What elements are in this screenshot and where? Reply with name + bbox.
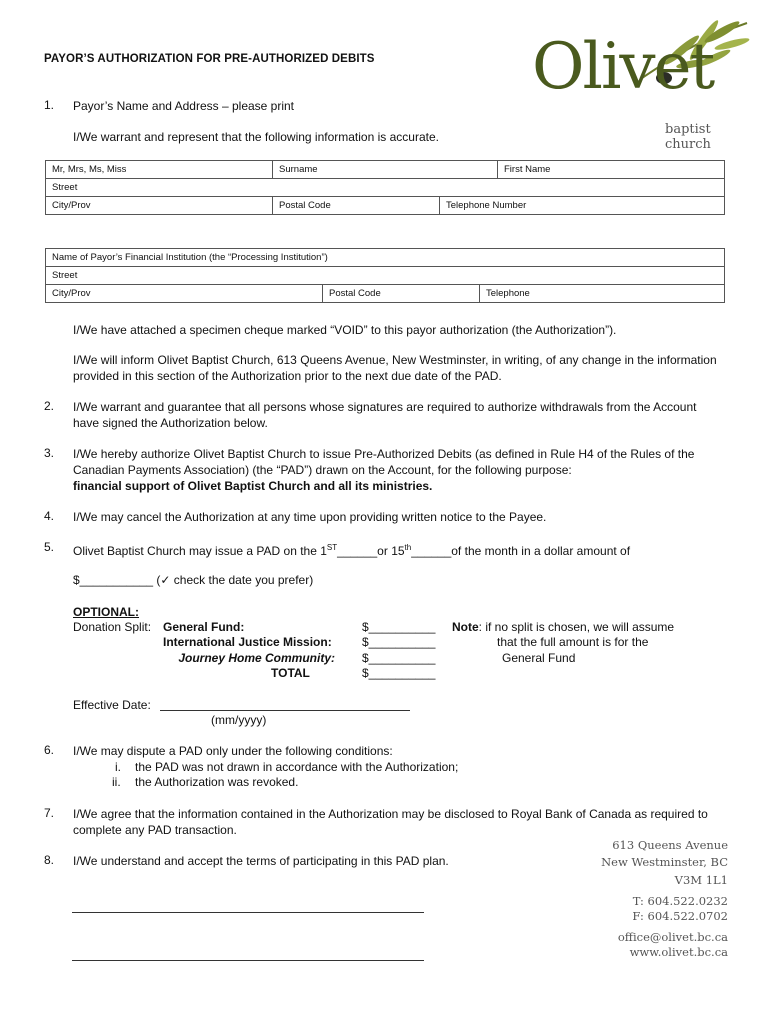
item-8-text: I/We understand and accept the terms of participating in this PAD plan. (73, 854, 449, 868)
note-text-1: : if no split is chosen, we will assume (478, 620, 675, 634)
journey-home-label (161, 650, 335, 666)
item-5-part-b: ______or 15 (337, 544, 405, 558)
item-5-part-c: ______of the month in a dollar amount of (411, 544, 631, 558)
item-4-number: 4. (44, 509, 55, 523)
split-note-line-1 (452, 619, 674, 635)
date-format-hint: (mm/yyyy) (211, 713, 267, 727)
address-website[interactable]: www.olivet.bc.ca (629, 945, 728, 959)
condition-ii-number: ii. (112, 775, 121, 789)
condition-ii-text: the Authorization was revoked. (135, 775, 299, 789)
ijm-amount[interactable]: $__________ (362, 635, 436, 649)
optional-heading: OPTIONAL: (73, 605, 139, 619)
item-5-number: 5. (44, 540, 55, 554)
signature-line-2[interactable] (72, 960, 424, 961)
total-label: TOTAL (271, 666, 310, 680)
address-phone: T: 604.522.0232 (632, 894, 728, 908)
bank-postal-field[interactable]: Postal Code (323, 285, 480, 303)
amount-check-line[interactable]: $___________ (✓ check the date you prefer) (73, 573, 314, 587)
split-note-line-2: that the full amount is for the (497, 635, 649, 649)
surname-field[interactable]: Surname (273, 161, 498, 179)
item-5-text (73, 540, 723, 559)
item-2-number: 2. (44, 399, 55, 413)
church-address (601, 838, 728, 960)
donation-split-prefix: Donation Split: (73, 620, 152, 634)
address-postal: V3M 1L1 (674, 873, 728, 887)
address-fax: F: 604.522.0702 (632, 909, 728, 923)
ijm-label: International Justice Mission: (163, 635, 332, 649)
telephone-field[interactable]: Telephone Number (440, 197, 725, 215)
warrant-text: I/We warrant and represent that the following information is accurate. (73, 130, 439, 144)
logo-subtitle: baptist church (665, 122, 711, 152)
effective-date-line[interactable] (160, 710, 410, 711)
institution-name-field[interactable]: Name of Payor’s Financial Institution (the “Processing Institution”) (46, 249, 725, 267)
item-6-number: 6. (44, 743, 55, 757)
general-fund-label: General Fund: (163, 620, 245, 634)
address-email[interactable]: office@olivet.bc.ca (617, 930, 728, 944)
condition-i-number: i. (115, 760, 121, 774)
item-2-text: I/We warrant and guarantee that all persons whose signatures are required to authorize withdrawals from the Account have signed the Authorization below. (73, 400, 697, 430)
olivet-logo (532, 18, 752, 152)
item-5-sup-2: th (404, 543, 412, 552)
journey-home-amount[interactable]: $__________ (362, 651, 436, 665)
item-6-text: I/We may dispute a PAD only under the following conditions: (73, 744, 393, 758)
cheque-text: I/We have attached a specimen cheque marked “VOID” to this payor authorization (the Authorization”). (73, 323, 617, 337)
item-3-text: I/We hereby authorize Olivet Baptist Church to issue Pre-Authorized Debits (as defined in Rule H4 of the Rules of the Canadian Payments Association) (the “PAD”) drawn on the Account, for the following purpose: (73, 447, 695, 477)
signature-line-1[interactable] (72, 912, 424, 913)
postal-code-field[interactable]: Postal Code (273, 197, 440, 215)
address-street: 613 Queens Avenue (612, 838, 728, 852)
condition-i-text: the PAD was not drawn in accordance with the Authorization; (135, 760, 459, 774)
document-title: PAYOR’S AUTHORIZATION FOR PRE-AUTHORIZED DEBITS (44, 53, 375, 65)
item-1-text: Payor’s Name and Address – please print (73, 99, 295, 113)
bank-city-field[interactable]: City/Prov (46, 285, 323, 303)
note-label: Note (452, 620, 479, 634)
logo-wordmark: Olivet (532, 30, 714, 104)
item-1-number: 1. (44, 98, 55, 112)
first-name-field[interactable]: First Name (498, 161, 725, 179)
street-field[interactable]: Street (46, 179, 725, 197)
total-amount[interactable]: $__________ (362, 666, 436, 680)
bank-table (45, 248, 725, 303)
item-7-number: 7. (44, 806, 55, 820)
item-3-purpose: financial support of Olivet Baptist Church and all its ministries. (73, 479, 433, 493)
address-city: New Westminster, BC (601, 855, 728, 869)
item-8-number: 8. (44, 853, 55, 867)
payor-table (45, 160, 725, 215)
general-fund-amount[interactable]: $__________ (362, 620, 436, 634)
journey-home-text: Journey Home Community: (178, 651, 335, 665)
item-7-text: I/We agree that the information contained in the Authorization may be disclosed to Royal Bank of Canada as required to complete any PAD transaction. (73, 807, 708, 837)
title-field[interactable]: Mr, Mrs, Ms, Miss (46, 161, 273, 179)
item-5-sup-1: ST (326, 543, 338, 552)
effective-date-label: Effective Date: (73, 698, 151, 712)
city-field[interactable]: City/Prov (46, 197, 273, 215)
item-5-part-a: Olivet Baptist Church may issue a PAD on the 1 (73, 544, 327, 558)
bank-telephone-field[interactable]: Telephone (480, 285, 725, 303)
inform-text: I/We will inform Olivet Baptist Church, 613 Queens Avenue, New Westminster, in writing, of any change in the information provided in this section of the Authorization prior to the next due date of the PAD. (73, 353, 717, 383)
split-note-line-3: General Fund (502, 651, 576, 665)
item-3-number: 3. (44, 446, 55, 460)
item-4-text: I/We may cancel the Authorization at any time upon providing written notice to the Payee. (73, 510, 547, 524)
bank-street-field[interactable]: Street (46, 267, 725, 285)
